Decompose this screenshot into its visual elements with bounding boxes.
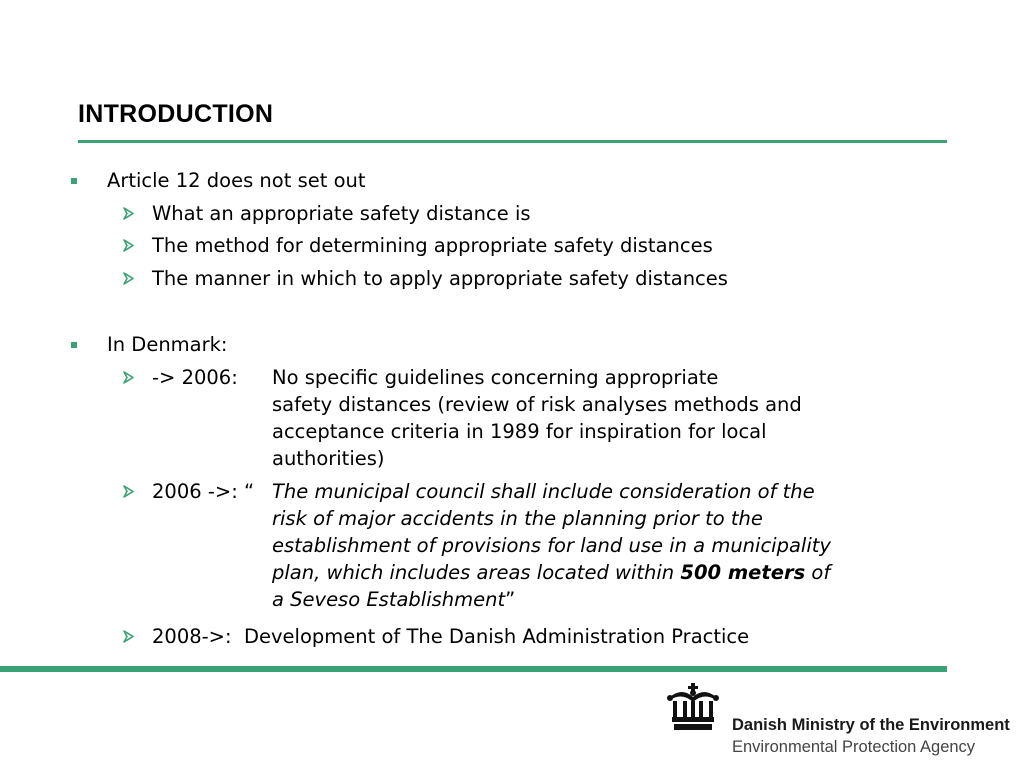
sub-bullet-text: The manner in which to apply appropriate safety distances [152, 267, 728, 290]
sub-bullet-2008 [152, 623, 749, 650]
period-label: -> 2006: [152, 366, 238, 389]
ministry-name: Danish Ministry of the Environment [732, 716, 1010, 734]
pre-2006-description [272, 364, 952, 472]
bullet-text: In Denmark: [107, 333, 228, 356]
sub-bullet-text: What an appropriate safety distance is [152, 202, 531, 225]
period-label: 2006 ->: “ [152, 480, 255, 503]
square-bullet-icon [71, 342, 77, 348]
arrow-bullet-icon [122, 623, 138, 650]
footer-divider [0, 666, 947, 672]
description-line: authorities) [272, 447, 385, 470]
bullet-article-12 [107, 167, 366, 194]
arrow-bullet-icon [122, 265, 138, 292]
bullet-denmark [107, 331, 228, 358]
slide-title: INTRODUCTION [78, 100, 274, 128]
quote-line: risk of major accidents in the planning prior to the [272, 507, 763, 530]
arrow-bullet-icon [122, 478, 138, 505]
arrow-bullet-icon [122, 232, 138, 259]
sub-bullet-text: Development of The Danish Administration Practice [243, 625, 750, 648]
quote-line: plan, which includes areas located within 500 meters of [272, 561, 831, 584]
period-label: 2008->: [152, 625, 232, 648]
title-divider [78, 140, 947, 143]
arrow-bullet-icon [122, 200, 138, 227]
sub-bullet-post-2006 [152, 478, 254, 505]
sub-bullet [152, 200, 531, 227]
quote-line: a Seveso Establishment” [272, 588, 516, 611]
description-line: acceptance criteria in 1989 for inspiration for local [272, 420, 767, 443]
square-bullet-icon [71, 178, 77, 184]
description-line: safety distances (review of risk analyses methods and [272, 393, 802, 416]
arrow-bullet-icon [122, 364, 138, 391]
sub-bullet-pre-2006 [152, 364, 238, 391]
sub-bullet [152, 265, 728, 292]
description-line: No specific guidelines concerning appropriate [272, 366, 719, 389]
bullet-text: Article 12 does not set out [107, 169, 366, 192]
ministry-logo-text [732, 714, 1022, 758]
post-2006-quote [272, 478, 952, 613]
sub-bullet [152, 232, 713, 259]
distance-highlight: 500 meters [680, 561, 806, 584]
agency-name: Environmental Protection Agency [732, 738, 976, 756]
quote-line: establishment of provisions for land use in a municipality [272, 534, 831, 557]
crown-icon [664, 683, 722, 733]
quote-line: The municipal council shall include consideration of the [272, 480, 815, 503]
sub-bullet-text: The method for determining appropriate safety distances [152, 234, 713, 257]
